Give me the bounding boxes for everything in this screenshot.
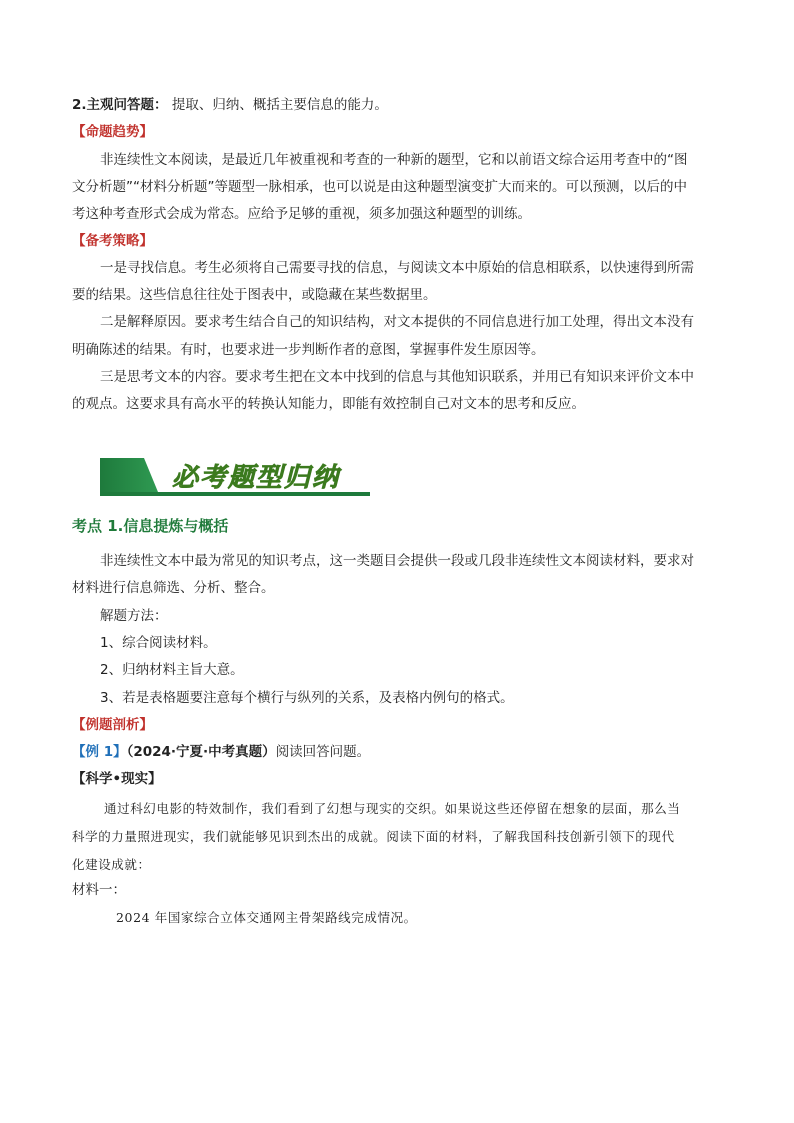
- point-1-heading: 考点 1.信息提炼与概括: [72, 517, 229, 535]
- banner-title: 必考题型归纳: [172, 463, 341, 493]
- strategy-line-2: 要的结果。这些信息往往处于图表中，或隐藏在某些数据里。: [72, 287, 437, 303]
- strategy-line-3: 二是解释原因。要求考生结合自己的知识结构，对文本提供的不同信息进行加工处理，得出文本没有: [100, 314, 694, 330]
- section-label: 【科学•现实】: [72, 771, 162, 787]
- example-1-source: （2024·宁夏·中考真题）: [126, 744, 276, 760]
- item-2: [72, 95, 722, 115]
- strategy-line-4: 明确陈述的结果。有时，也要求进一步判断作者的意图，掌握事件发生原因等。: [72, 342, 545, 358]
- intro-line-3: 化建设成就：: [72, 857, 151, 872]
- point-1-line-2: 材料进行信息筛选、分析、整合。: [72, 580, 275, 596]
- trend-line-1: 非连续性文本阅读，是最近几年被重视和考查的一种新的题型，它和以前语文综合运用考查中的“图: [100, 152, 688, 168]
- section-banner: [100, 452, 370, 498]
- point-1-line-6: 3、若是表格题要注意每个横行与纵列的关系，及表格内例句的格式。: [100, 690, 514, 706]
- point-1-line-4: 1、综合阅读材料。: [100, 635, 217, 651]
- material-1-caption: 2024 年国家综合立体交通网主骨架路线完成情况。: [116, 910, 417, 925]
- intro-line-1: 通过科幻电影的特效制作，我们看到了幻想与现实的交织。如果说这些还停留在想象的层面，那么当: [104, 801, 681, 816]
- point-1-line-1: 非连续性文本中最为常见的知识考点，这一类题目会提供一段或几段非连续性文本阅读材料，要求对: [100, 553, 694, 569]
- trend-line-2: 文分析题”“材料分析题”等题型一脉相承，也可以说是由这种题型演变扩大而来的。可以预测，以后的中: [72, 179, 687, 195]
- trend-heading: 【命题趋势】: [72, 124, 153, 140]
- point-1-line-5: 2、归纳材料主旨大意。: [100, 662, 244, 678]
- item-2-number: 2.主观问答题：: [72, 97, 168, 113]
- strategy-heading: 【备考策略】: [72, 233, 153, 249]
- point-1-line-3: 解题方法：: [100, 608, 168, 624]
- material-1-label: 材料一：: [72, 882, 126, 898]
- strategy-line-5: 三是思考文本的内容。要求考生把在文本中找到的信息与其他知识联系，并用已有知识来评价文本中: [100, 369, 694, 385]
- strategy-line-1: 一是寻找信息。考生必须将自己需要寻找的信息，与阅读文本中原始的信息相联系，以快速得到所需: [100, 260, 694, 276]
- example-1-prompt: 阅读回答问题。: [275, 744, 371, 760]
- example-1-line: [72, 742, 722, 762]
- banner-dark-block: [100, 458, 158, 492]
- trend-line-3: 考这种考查形式会成为常态。应给予足够的重视，须多加强这种题型的训练。: [72, 206, 531, 222]
- strategy-line-6: 的观点。这要求具有高水平的转换认知能力，即能有效控制自己对文本的思考和反应。: [72, 396, 585, 412]
- example-1-label: 【例 1】: [72, 744, 127, 760]
- item-2-text: 提取、归纳、概括主要信息的能力。: [171, 97, 388, 113]
- intro-line-2: 科学的力量照进现实，我们就能够见识到杰出的成就。阅读下面的材料，了解我国科技创新引领下的现代: [72, 829, 675, 844]
- example-heading: 【例题剖析】: [72, 717, 153, 733]
